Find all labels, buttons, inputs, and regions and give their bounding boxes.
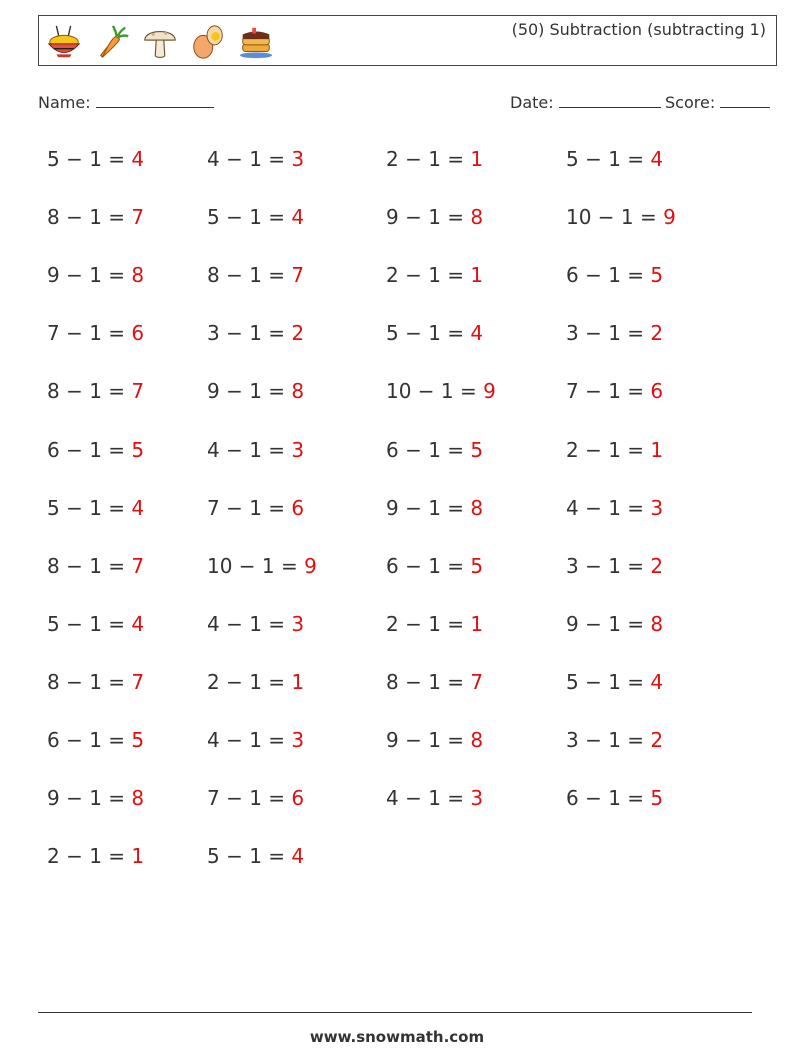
problem-item [386, 321, 483, 345]
problem-item [386, 554, 483, 578]
problem-question: 10 − 1 = [566, 205, 664, 230]
problem-answer: 8 [291, 379, 305, 404]
problem-answer: 5 [470, 437, 484, 462]
problem-question: 4 − 1 = [207, 728, 292, 752]
problem-answer: 3 [291, 728, 305, 752]
problem-answer: 6 [650, 379, 664, 404]
problem-item [566, 670, 663, 694]
problem-item [207, 844, 304, 868]
problem-question: 9 − 1 = [386, 495, 471, 520]
problem-item [386, 205, 483, 229]
problem-item [47, 321, 144, 345]
problem-item [566, 205, 676, 229]
problem-question: 3 − 1 = [566, 728, 651, 752]
problem-answer: 9 [663, 205, 676, 230]
problem-question: 3 − 1 = [566, 321, 651, 346]
problem-question: 7 − 1 = [207, 786, 292, 811]
problem-question: 6 − 1 = [47, 728, 132, 752]
problem-question: 5 − 1 = [566, 147, 651, 171]
problem-item [207, 496, 304, 520]
problem-item [47, 147, 144, 171]
problem-question: 2 − 1 = [47, 844, 132, 869]
problem-answer: 7 [131, 553, 145, 578]
problem-item [47, 786, 144, 810]
problem-item [386, 147, 483, 171]
problem-answer: 2 [650, 728, 664, 752]
problem-item [566, 438, 663, 462]
problem-item [386, 379, 496, 403]
problem-item [47, 612, 144, 636]
problem-answer: 3 [470, 786, 484, 811]
problem-question: 9 − 1 = [207, 379, 292, 404]
problem-question: 4 − 1 = [566, 495, 651, 520]
problem-item [207, 786, 304, 810]
problem-question: 7 − 1 = [566, 379, 651, 404]
problem-question: 5 − 1 = [47, 611, 132, 636]
problem-item [207, 263, 304, 287]
problem-answer: 1 [291, 669, 305, 694]
problem-item [207, 728, 304, 752]
problem-question: 9 − 1 = [386, 205, 471, 230]
problem-question: 10 − 1 = [207, 553, 305, 578]
problem-item [566, 379, 663, 403]
problem-answer: 9 [304, 553, 317, 578]
problem-answer: 1 [470, 263, 484, 288]
problem-answer: 8 [650, 611, 664, 636]
problem-question: 5 − 1 = [566, 669, 651, 694]
problem-item [566, 786, 663, 810]
problem-question: 4 − 1 = [207, 437, 292, 462]
problem-item [566, 496, 663, 520]
problem-question: 2 − 1 = [386, 147, 471, 171]
problem-question: 8 − 1 = [386, 669, 471, 694]
problem-question: 10 − 1 = [386, 379, 484, 404]
problem-item [386, 786, 483, 810]
problem-item [207, 554, 317, 578]
problem-answer: 4 [650, 669, 664, 694]
problem-question: 7 − 1 = [207, 495, 292, 520]
problem-answer: 7 [131, 669, 145, 694]
problem-question: 8 − 1 = [47, 379, 132, 404]
problem-item [386, 496, 483, 520]
problem-question: 2 − 1 = [386, 263, 471, 288]
problem-question: 6 − 1 = [386, 437, 471, 462]
problem-answer: 2 [650, 553, 664, 578]
problem-answer: 6 [131, 321, 145, 346]
problem-item [47, 554, 144, 578]
problem-question: 5 − 1 = [47, 147, 132, 171]
problem-item [207, 147, 304, 171]
problem-item [207, 670, 304, 694]
footer-site: www.snowmath.com [309, 1028, 485, 1046]
problem-answer: 1 [470, 147, 484, 171]
problem-item [207, 612, 304, 636]
problem-answer: 3 [291, 611, 305, 636]
problem-item [566, 554, 663, 578]
problem-question: 4 − 1 = [386, 786, 471, 811]
problem-answer: 8 [131, 263, 145, 288]
problem-question: 5 − 1 = [207, 205, 292, 230]
problem-answer: 4 [131, 495, 145, 520]
problem-item [566, 321, 663, 345]
problem-question: 2 − 1 = [566, 437, 651, 462]
problem-question: 9 − 1 = [47, 786, 132, 811]
problem-item [566, 728, 663, 752]
problem-item [386, 263, 483, 287]
score-label: Score: [665, 93, 716, 112]
problem-question: 5 − 1 = [207, 844, 292, 869]
problem-answer: 5 [470, 553, 484, 578]
problem-question: 5 − 1 = [386, 321, 471, 346]
problem-question: 4 − 1 = [207, 611, 292, 636]
problem-item [47, 379, 144, 403]
problem-answer: 7 [470, 669, 484, 694]
problem-item [47, 728, 144, 752]
problem-answer: 1 [131, 844, 145, 869]
problem-item [566, 147, 663, 171]
problem-answer: 4 [291, 844, 305, 869]
problem-answer: 4 [131, 147, 145, 171]
problem-item [47, 205, 144, 229]
problem-item [47, 496, 144, 520]
problem-answer: 3 [650, 495, 664, 520]
problem-item [386, 438, 483, 462]
problem-item [47, 263, 144, 287]
problem-answer: 5 [131, 728, 145, 752]
problem-question: 7 − 1 = [47, 321, 132, 346]
problem-question: 6 − 1 = [566, 263, 651, 288]
problem-answer: 7 [131, 379, 145, 404]
problem-answer: 8 [470, 495, 484, 520]
problem-answer: 4 [291, 205, 305, 230]
problem-answer: 6 [291, 786, 305, 811]
problem-item [386, 612, 483, 636]
problem-item [386, 728, 483, 752]
problem-item [386, 670, 483, 694]
problem-answer: 3 [291, 437, 305, 462]
name-label: Name: [38, 93, 91, 112]
problem-item [207, 205, 304, 229]
problem-answer: 8 [131, 786, 145, 811]
problem-item [207, 438, 304, 462]
problem-answer: 1 [650, 437, 664, 462]
problem-answer: 7 [291, 263, 305, 288]
date-label: Date: [510, 93, 554, 112]
problem-item [566, 612, 663, 636]
problem-question: 2 − 1 = [207, 669, 292, 694]
problem-question: 6 − 1 = [566, 786, 651, 811]
problem-question: 8 − 1 = [47, 669, 132, 694]
problem-question: 8 − 1 = [47, 553, 132, 578]
problem-question: 5 − 1 = [47, 495, 132, 520]
problem-answer: 3 [291, 147, 305, 171]
problem-answer: 9 [483, 379, 496, 404]
problem-answer: 7 [131, 205, 145, 230]
problem-answer: 2 [650, 321, 664, 346]
problem-item [47, 438, 144, 462]
problem-answer: 2 [291, 321, 305, 346]
problem-answer: 5 [650, 263, 664, 288]
problem-item [207, 321, 304, 345]
problem-question: 2 − 1 = [386, 611, 471, 636]
problem-question: 6 − 1 = [47, 437, 132, 462]
problem-item [47, 844, 144, 868]
problem-item [566, 263, 663, 287]
problem-question: 3 − 1 = [566, 553, 651, 578]
problem-answer: 8 [470, 728, 484, 752]
problem-answer: 4 [470, 321, 484, 346]
problem-question: 9 − 1 = [47, 263, 132, 288]
problem-answer: 5 [131, 437, 145, 462]
problem-question: 6 − 1 = [386, 553, 471, 578]
problem-item [47, 670, 144, 694]
problem-item [207, 379, 304, 403]
problem-answer: 4 [131, 611, 145, 636]
problem-question: 9 − 1 = [566, 611, 651, 636]
problem-question: 8 − 1 = [47, 205, 132, 230]
worksheet-title: (50) Subtraction (subtracting 1) [511, 20, 766, 39]
problem-answer: 1 [470, 611, 484, 636]
problem-answer: 6 [291, 495, 305, 520]
problem-answer: 5 [650, 786, 664, 811]
problem-answer: 4 [650, 147, 664, 171]
problem-answer: 8 [470, 205, 484, 230]
problem-question: 4 − 1 = [207, 147, 292, 171]
problem-question: 3 − 1 = [207, 321, 292, 346]
problem-question: 9 − 1 = [386, 728, 471, 752]
problem-question: 8 − 1 = [207, 263, 292, 288]
footer-divider [38, 1012, 752, 1013]
